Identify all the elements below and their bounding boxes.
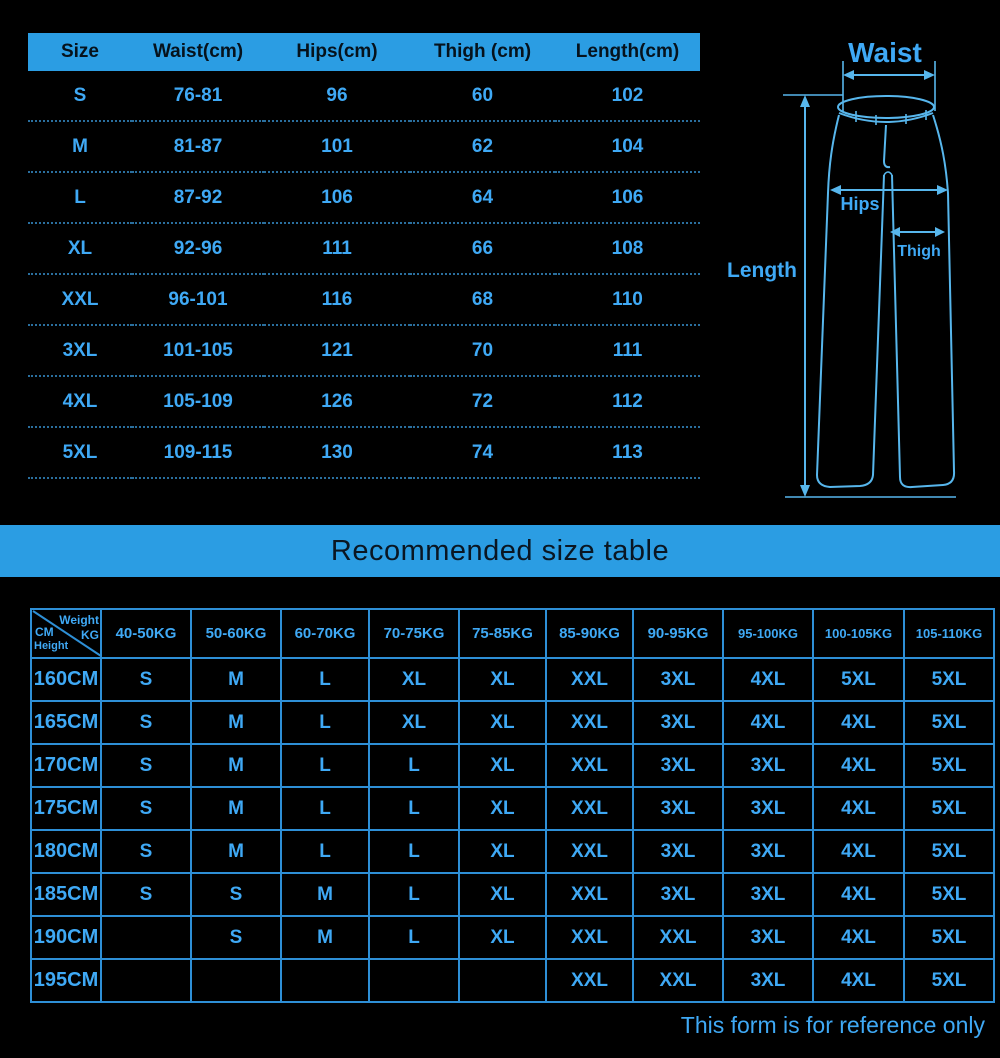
- recommended-table-row: [31, 787, 994, 830]
- size-value-cell: 105-109: [132, 376, 264, 427]
- recommended-size-cell: 3XL: [723, 787, 813, 830]
- recommended-size-cell: XXL: [546, 744, 633, 787]
- recommended-size-cell: 4XL: [813, 873, 904, 916]
- recommended-size-cell: 3XL: [723, 916, 813, 959]
- recommended-size-cell: L: [369, 744, 459, 787]
- size-column-header: Waist(cm): [132, 33, 264, 71]
- size-label-cell: XXL: [28, 274, 132, 325]
- size-value-cell: 112: [555, 376, 700, 427]
- waist-label: Waist: [848, 37, 922, 68]
- height-row-header: 185CM: [31, 873, 101, 916]
- size-table-row: [28, 427, 700, 478]
- size-value-cell: 116: [264, 274, 410, 325]
- recommended-size-cell: 5XL: [904, 744, 994, 787]
- size-table-row: [28, 71, 700, 121]
- recommended-size-cell: L: [281, 787, 369, 830]
- recommended-size-cell: S: [101, 701, 191, 744]
- size-value-cell: 102: [555, 71, 700, 121]
- recommended-size-cell: L: [281, 658, 369, 701]
- corner-cm-label: CM: [35, 625, 54, 639]
- size-measurement-table: [28, 33, 700, 479]
- size-value-cell: 70: [410, 325, 555, 376]
- recommended-size-cell: XXL: [546, 701, 633, 744]
- size-value-cell: 109-115: [132, 427, 264, 478]
- length-label: Length: [727, 259, 797, 282]
- recommended-table-row: [31, 916, 994, 959]
- size-value-cell: 130: [264, 427, 410, 478]
- recommended-size-cell: XL: [369, 701, 459, 744]
- recommended-size-cell: 4XL: [813, 701, 904, 744]
- size-column-header: Thigh (cm): [410, 33, 555, 71]
- recommended-size-cell: XXL: [546, 916, 633, 959]
- corner-height-label: Height: [34, 640, 69, 652]
- recommended-size-cell: L: [369, 916, 459, 959]
- pants-measurement-diagram: [700, 25, 1000, 515]
- size-label-cell: 5XL: [28, 427, 132, 478]
- corner-cell: [31, 609, 101, 658]
- recommended-size-cell: [369, 959, 459, 1002]
- recommended-size-cell: S: [101, 830, 191, 873]
- weight-column-header: 70-75KG: [369, 609, 459, 658]
- recommended-size-cell: L: [281, 830, 369, 873]
- size-value-cell: 106: [264, 172, 410, 223]
- recommended-size-cell: 5XL: [904, 787, 994, 830]
- weight-column-header: 75-85KG: [459, 609, 546, 658]
- recommended-size-cell: 5XL: [904, 873, 994, 916]
- recommended-size-cell: XL: [459, 787, 546, 830]
- size-table-row: [28, 274, 700, 325]
- footer-reference-note: This form is for reference only: [680, 1012, 985, 1038]
- size-table-row: [28, 223, 700, 274]
- banner-title: Recommended size table: [330, 534, 670, 567]
- recommended-table-row: [31, 830, 994, 873]
- recommended-size-cell: 5XL: [904, 701, 994, 744]
- recommended-size-cell: 3XL: [633, 658, 723, 701]
- recommended-size-cell: S: [191, 916, 281, 959]
- size-value-cell: 104: [555, 121, 700, 172]
- recommended-size-cell: 4XL: [813, 830, 904, 873]
- recommended-size-cell: 3XL: [633, 873, 723, 916]
- recommended-size-cell: M: [281, 916, 369, 959]
- size-value-cell: 68: [410, 274, 555, 325]
- recommended-size-cell: XL: [459, 744, 546, 787]
- size-value-cell: 96: [264, 71, 410, 121]
- height-row-header: 165CM: [31, 701, 101, 744]
- size-value-cell: 113: [555, 427, 700, 478]
- recommended-size-cell: 5XL: [904, 658, 994, 701]
- recommended-size-cell: XXL: [633, 916, 723, 959]
- size-column-header: Hips(cm): [264, 33, 410, 71]
- size-value-cell: 74: [410, 427, 555, 478]
- weight-column-header: 60-70KG: [281, 609, 369, 658]
- size-value-cell: 101: [264, 121, 410, 172]
- recommended-size-cell: 4XL: [723, 701, 813, 744]
- recommended-table-body: [31, 658, 994, 1002]
- recommended-size-cell: [281, 959, 369, 1002]
- size-value-cell: 76-81: [132, 71, 264, 121]
- size-value-cell: 96-101: [132, 274, 264, 325]
- recommended-size-cell: 4XL: [813, 744, 904, 787]
- weight-column-header: 95-100KG: [723, 609, 813, 658]
- size-value-cell: 121: [264, 325, 410, 376]
- recommended-size-cell: 3XL: [723, 873, 813, 916]
- recommended-table-row: [31, 873, 994, 916]
- size-value-cell: 64: [410, 172, 555, 223]
- recommended-size-cell: XL: [459, 916, 546, 959]
- banner-recommended-size: [0, 525, 1000, 577]
- recommended-size-cell: XXL: [633, 959, 723, 1002]
- hips-label: Hips: [840, 194, 880, 214]
- recommended-size-cell: L: [369, 787, 459, 830]
- size-table-row: [28, 376, 700, 427]
- recommended-size-cell: [459, 959, 546, 1002]
- size-table-header-row: [28, 33, 700, 71]
- weight-column-header: 90-95KG: [633, 609, 723, 658]
- weight-column-header: 40-50KG: [101, 609, 191, 658]
- recommended-size-cell: [101, 916, 191, 959]
- size-value-cell: 66: [410, 223, 555, 274]
- recommended-size-cell: XXL: [546, 959, 633, 1002]
- size-table-row: [28, 121, 700, 172]
- height-row-header: 195CM: [31, 959, 101, 1002]
- recommended-size-cell: 3XL: [723, 744, 813, 787]
- recommended-size-cell: XL: [459, 658, 546, 701]
- recommended-size-cell: 4XL: [813, 959, 904, 1002]
- size-value-cell: 111: [555, 325, 700, 376]
- recommended-size-cell: 5XL: [904, 830, 994, 873]
- recommended-size-cell: S: [101, 787, 191, 830]
- recommended-size-cell: 3XL: [723, 830, 813, 873]
- recommended-size-cell: M: [281, 873, 369, 916]
- size-value-cell: 72: [410, 376, 555, 427]
- recommended-size-cell: M: [191, 787, 281, 830]
- recommended-size-cell: [101, 959, 191, 1002]
- recommended-header-row: [31, 609, 994, 658]
- recommended-size-cell: 5XL: [904, 959, 994, 1002]
- size-value-cell: 108: [555, 223, 700, 274]
- recommended-size-cell: XL: [459, 873, 546, 916]
- height-row-header: 190CM: [31, 916, 101, 959]
- recommended-size-cell: 4XL: [813, 916, 904, 959]
- size-label-cell: M: [28, 121, 132, 172]
- recommended-table-row: [31, 658, 994, 701]
- recommended-size-cell: L: [281, 744, 369, 787]
- size-table-row: [28, 172, 700, 223]
- recommended-size-cell: XL: [369, 658, 459, 701]
- size-column-header: Size: [28, 33, 132, 71]
- recommended-size-cell: 5XL: [904, 916, 994, 959]
- size-label-cell: XL: [28, 223, 132, 274]
- recommended-size-cell: L: [369, 830, 459, 873]
- size-value-cell: 111: [264, 223, 410, 274]
- recommended-size-cell: L: [281, 701, 369, 744]
- recommended-size-cell: 4XL: [813, 787, 904, 830]
- recommended-size-cell: 3XL: [633, 830, 723, 873]
- recommended-size-cell: S: [101, 658, 191, 701]
- size-value-cell: 101-105: [132, 325, 264, 376]
- recommended-size-cell: S: [101, 744, 191, 787]
- recommended-size-cell: XXL: [546, 873, 633, 916]
- size-label-cell: L: [28, 172, 132, 223]
- recommended-size-cell: XL: [459, 830, 546, 873]
- height-row-header: 180CM: [31, 830, 101, 873]
- thigh-label: Thigh: [897, 243, 941, 260]
- weight-column-header: 105-110KG: [904, 609, 994, 658]
- size-table-row: [28, 325, 700, 376]
- height-row-header: 175CM: [31, 787, 101, 830]
- recommended-size-cell: XXL: [546, 787, 633, 830]
- recommended-size-cell: 3XL: [633, 701, 723, 744]
- size-value-cell: 81-87: [132, 121, 264, 172]
- size-value-cell: 126: [264, 376, 410, 427]
- size-value-cell: 60: [410, 71, 555, 121]
- recommended-table-row: [31, 744, 994, 787]
- recommended-size-cell: S: [191, 873, 281, 916]
- recommended-size-cell: 3XL: [633, 787, 723, 830]
- height-row-header: 170CM: [31, 744, 101, 787]
- recommended-size-cell: 3XL: [633, 744, 723, 787]
- size-column-header: Length(cm): [555, 33, 700, 71]
- recommended-size-cell: M: [191, 701, 281, 744]
- size-value-cell: 87-92: [132, 172, 264, 223]
- recommended-table-row: [31, 701, 994, 744]
- size-label-cell: 4XL: [28, 376, 132, 427]
- recommended-size-cell: M: [191, 658, 281, 701]
- size-label-cell: 3XL: [28, 325, 132, 376]
- recommended-table-row: [31, 959, 994, 1002]
- size-value-cell: 92-96: [132, 223, 264, 274]
- size-value-cell: 110: [555, 274, 700, 325]
- recommended-size-cell: L: [369, 873, 459, 916]
- weight-column-header: 50-60KG: [191, 609, 281, 658]
- recommended-size-cell: M: [191, 830, 281, 873]
- recommended-size-cell: XXL: [546, 830, 633, 873]
- corner-weight-label: Weight: [59, 613, 99, 627]
- corner-kg-label: KG: [81, 628, 99, 642]
- recommended-size-cell: 5XL: [813, 658, 904, 701]
- recommended-size-cell: M: [191, 744, 281, 787]
- recommended-size-cell: S: [101, 873, 191, 916]
- recommended-size-table: [30, 608, 995, 1003]
- weight-column-header: 100-105KG: [813, 609, 904, 658]
- size-label-cell: S: [28, 71, 132, 121]
- size-table-body: [28, 71, 700, 478]
- recommended-size-cell: 4XL: [723, 658, 813, 701]
- size-value-cell: 62: [410, 121, 555, 172]
- size-value-cell: 106: [555, 172, 700, 223]
- height-row-header: 160CM: [31, 658, 101, 701]
- recommended-size-cell: [191, 959, 281, 1002]
- recommended-size-cell: XXL: [546, 658, 633, 701]
- recommended-size-cell: XL: [459, 701, 546, 744]
- recommended-size-cell: 3XL: [723, 959, 813, 1002]
- weight-column-header: 85-90KG: [546, 609, 633, 658]
